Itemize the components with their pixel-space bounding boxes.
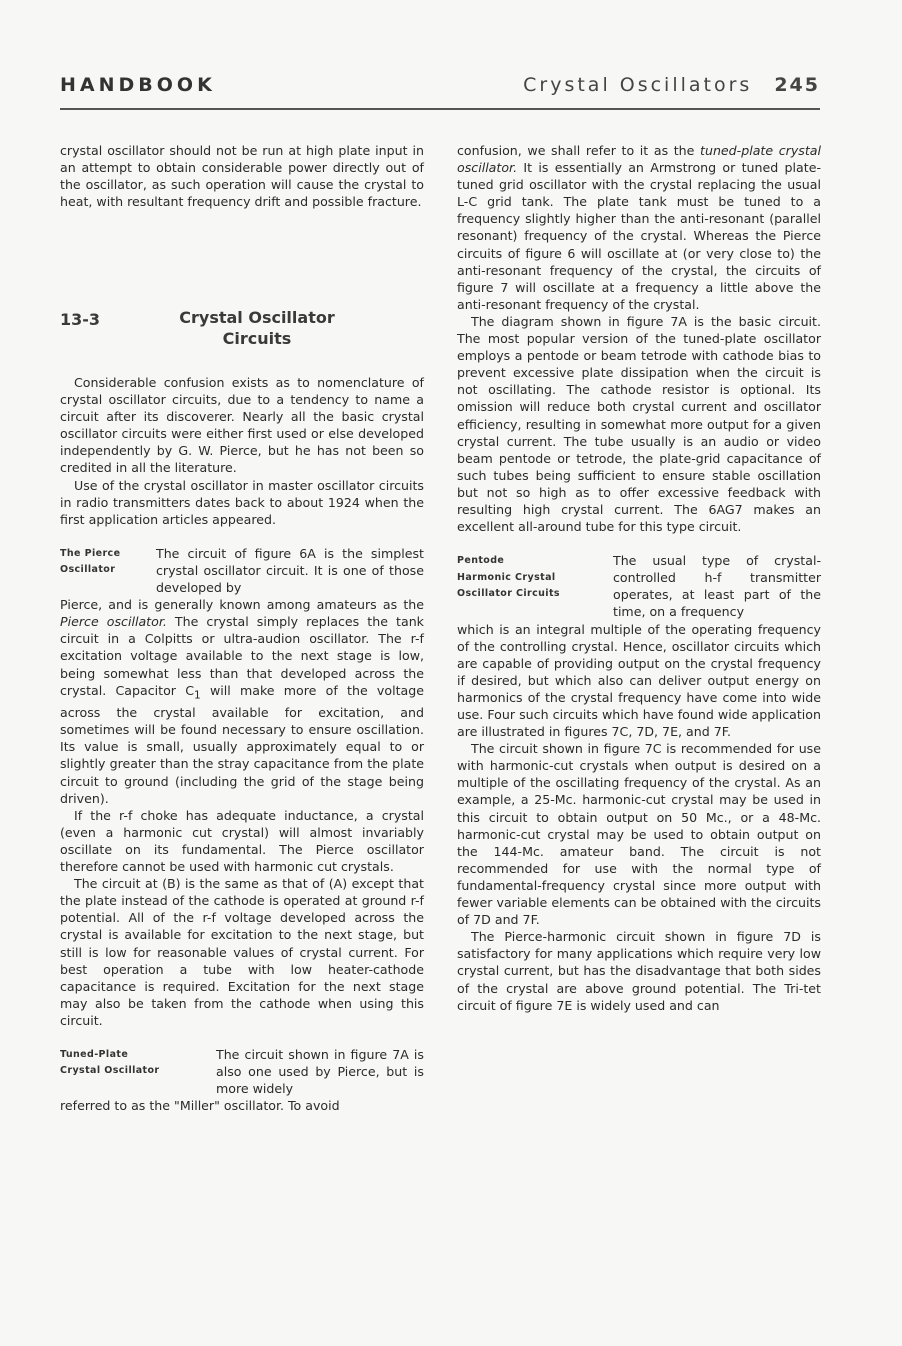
- paragraph: [60, 596, 424, 807]
- paragraph: Considerable confusion exists as to nomenclature of crystal oscillator circuits, due to a tendency to name a circuit after its discoverer. Nearly all the basic crystal oscillator circuits were either first used or else developed independently by G. W. Pierce, but he has not been so credited in all the literature.: [60, 375, 424, 476]
- subhead-line: The Pierce: [60, 547, 121, 559]
- paragraph: If the r-f choke has adequate inductance, a crystal (even a harmonic cut crystal) will almost invariably oscillate on its fundamental. The Pierce oscillator therefore cannot be used with harmonic cut crystals.: [60, 807, 424, 875]
- text-run: The crystal simply replaces the tank circuit in a Colpitts or ultra-audion oscillator. The r-f excitation voltage available to the next stage is low, being somewhat less than that developed across the crystal. Capacitor C: [60, 614, 424, 698]
- paragraph: The circuit shown in figure 7C is recommended for use with harmonic-cut crystals when output is desired on a multiple of the oscillating frequency of the crystal. As an example, a 25-Mc. harmonic-cut crystal may be used in this circuit to obtain output on 50 Mc., or a 48-Mc. harmonic-cut crystal may be used to obtain output on the 144-Mc. amateur band. The circuit is not recommended for use with the normal type of fundamental-frequency crystal since more output with fewer variable elements can be obtained with the circuits of 7D and 7F.: [457, 741, 821, 928]
- header-rule: [60, 108, 820, 110]
- pierce-oscillator-subsection: [60, 545, 424, 596]
- subhead-line: Harmonic Crystal: [457, 571, 556, 583]
- paragraph: The usual type of crystal-controlled h-f transmitter operates, at least part of the time, on a frequency: [613, 553, 821, 620]
- paragraph: The circuit of figure 6A is the simplest crystal oscillator circuit. It is one of those developed by: [156, 545, 424, 596]
- paragraph: crystal oscillator should not be run at high plate input in an attempt to obtain considerable power directly out of the oscillator, as such operation will cause the crystal to heat, with resultant frequency drift and possible fracture.: [60, 143, 424, 210]
- emphasis: Pierce oscillator.: [60, 614, 167, 630]
- right-column: [457, 142, 821, 1014]
- section-number: 13-3: [60, 310, 101, 329]
- running-header: [60, 74, 820, 98]
- paragraph: The circuit at (B) is the same as that of (A) except that the plate instead of the cathode is operated at ground r-f potential. All of the r-f voltage developed across the crystal is available for excitation to the next stage, but still is low for reasonable values of crystal current. For best operation a tube with low heater-cathode capacitance is required. Excitation for the next stage may also be taken from the cathode when using this circuit.: [60, 876, 424, 1028]
- chapter-title-and-page: [523, 74, 820, 96]
- paragraph: The diagram shown in figure 7A is the basic circuit. The most popular version of the tuned-plate oscillator employs a pentode or beam tetrode with cathode bias to prevent excessive plate dissipation when the circuit is not oscillating. The cathode resistor is optional. Its omission will reduce both crystal current and oscillator efficiency, resulting in somewhat more output for a given crystal current. The tube usually is an audio or video beam pentode or tetrode, the plate-grid capacitance of such tubes being sufficient to ensure stable oscillation but not so high as to offer excessive feedback with resulting high crystal current. The 6AG7 makes an excellent all-around tube for this type circuit.: [457, 313, 821, 535]
- page-number: 245: [774, 74, 820, 96]
- text-run: It is essentially an Armstrong or tuned plate-tuned grid oscillator with the crystal replacing the usual L-C grid tank. The plate tank must be tuned to a frequency slightly higher than the anti-resonant (parallel resonant) frequency of the crystal. Whereas the Pierce circuits of figure 6 will oscillate at (or very close to) the anti-resonant frequency of the crystal, the circuits of figure 7 will oscillate at a frequency a little above the anti-resonant frequency of the crystal.: [457, 160, 821, 312]
- paragraph: Use of the crystal oscillator in master oscillator circuits in radio transmitters dates back to about 1924 when the first application articles appeared.: [60, 477, 424, 527]
- paragraph: which is an integral multiple of the operating frequency of the controlling crystal. Hence, oscillator circuits which are capable of providing output on the crystal frequency if desired, but which also can deliver output energy on harmonics of the crystal frequency have come into wide use. Four such circuits which have found wide application are illustrated in figures 7C, 7D, 7E, and 7F.: [457, 621, 821, 740]
- left-column-intro: [60, 142, 424, 210]
- subhead-pentode-harmonic: [457, 553, 560, 603]
- subhead-pierce: [60, 546, 120, 579]
- tuned-plate-subsection: [60, 1046, 424, 1097]
- subhead-line: Pentode: [457, 555, 505, 567]
- chapter-title: Crystal Oscillators: [523, 74, 753, 96]
- left-column-body: [60, 374, 424, 1114]
- section-title-line: Circuits: [222, 329, 292, 348]
- text-run: confusion, we shall refer to it as the: [457, 143, 701, 158]
- subhead-tuned-plate: [60, 1047, 160, 1080]
- subhead-line: Oscillator: [60, 564, 116, 576]
- paragraph: The Pierce-harmonic circuit shown in figure 7D is satisfactory for many applications which require very low crystal current, but has the disadvantage that both sides of the crystal are above ground potential. The Tri-tet circuit of figure 7E is widely used and can: [457, 929, 821, 1013]
- emphasis: tuned-plate crystal oscillator.: [457, 143, 821, 176]
- paragraph: referred to as the "Miller" oscillator. To avoid: [60, 1098, 340, 1114]
- text-run: Pierce, and is generally known among amateurs as the: [60, 597, 424, 613]
- book-title: HANDBOOK: [60, 74, 216, 96]
- section-heading: [60, 307, 424, 349]
- subhead-line: Tuned-Plate: [60, 1048, 129, 1060]
- text-run: will make more of the voltage across the crystal available for excitation, and sometimes will be found necessary to ensure oscillation. Its value is small, usually approximately equal to or slightly greater than the stray capacitance from the plate circuit to ground (including the grid of the stage being driven).: [60, 682, 424, 806]
- paragraph: [457, 142, 821, 313]
- subhead-line: Crystal Oscillator: [60, 1065, 160, 1077]
- subscript: 1: [194, 689, 201, 702]
- section-title: [172, 307, 342, 349]
- paragraph: The circuit shown in figure 7A is also one used by Pierce, but is more widely: [216, 1046, 424, 1097]
- pentode-harmonic-subsection: [457, 552, 821, 620]
- section-title-line: Crystal Oscillator: [179, 308, 335, 327]
- subhead-line: Oscillator Circuits: [457, 588, 560, 600]
